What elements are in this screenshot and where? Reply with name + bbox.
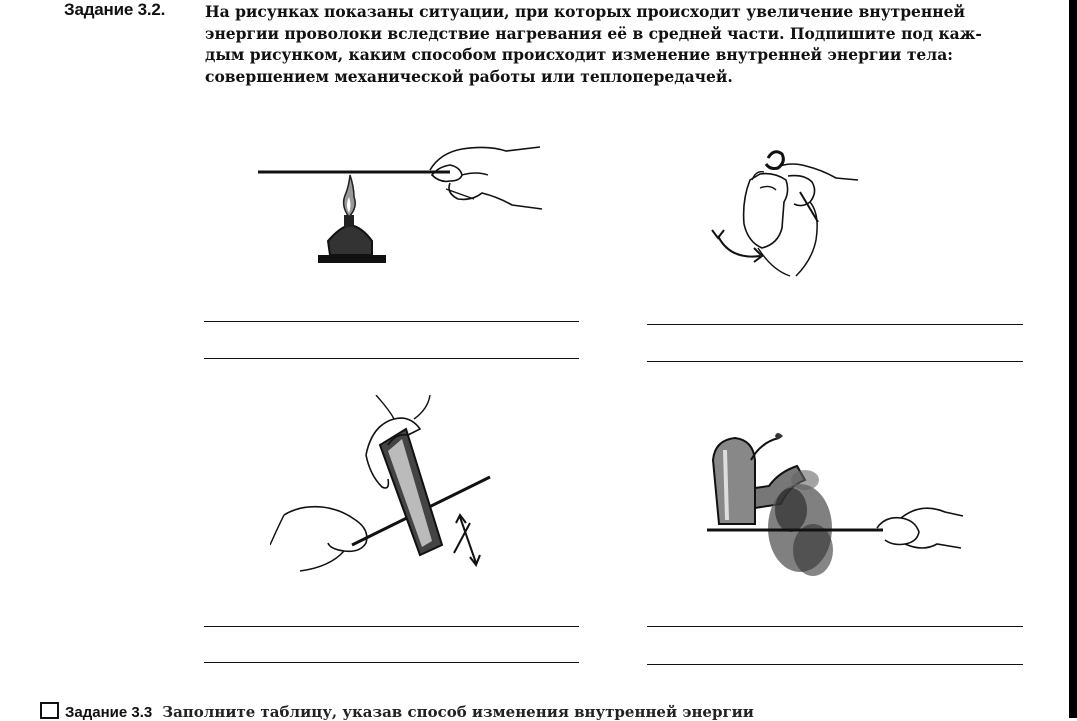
- task-text-line: энергии проволоки вследствие нагревания её в средней части. Подпишите под каж-: [205, 23, 982, 43]
- wire-under-tap-icon: [705, 420, 965, 590]
- answer-line[interactable]: [647, 361, 1023, 362]
- answer-line[interactable]: [204, 321, 579, 322]
- bending-wire-hands-icon: [700, 140, 870, 280]
- answer-line[interactable]: [647, 626, 1023, 627]
- filing-wire-icon: [270, 395, 510, 590]
- answer-line[interactable]: [204, 358, 579, 359]
- next-task-text: Заполните таблицу, указав способ изменения внутренней энергии: [162, 703, 754, 721]
- answer-line[interactable]: [204, 662, 579, 663]
- task-text-line: дым рисунком, каким способом происходит изменение внутренней энергии тела:: [205, 45, 953, 64]
- task-heading: Задание 3.2.: [64, 0, 166, 19]
- answer-line[interactable]: [647, 324, 1023, 325]
- task-text-line: На рисунках показаны ситуации, при которых происходит увеличение внутренней: [205, 2, 965, 21]
- spirit-lamp-heating-wire-icon: [250, 135, 550, 270]
- page-edge: [1069, 0, 1077, 718]
- task-text: [205, 1, 1035, 87]
- answer-line[interactable]: [204, 626, 579, 627]
- next-task-heading: Задание 3.3: [65, 704, 153, 721]
- answer-line[interactable]: [647, 664, 1023, 665]
- task-marker-icon: [40, 702, 59, 719]
- task-text-line: совершением механической работы или теплопередачей.: [205, 66, 733, 86]
- next-task: [40, 702, 754, 721]
